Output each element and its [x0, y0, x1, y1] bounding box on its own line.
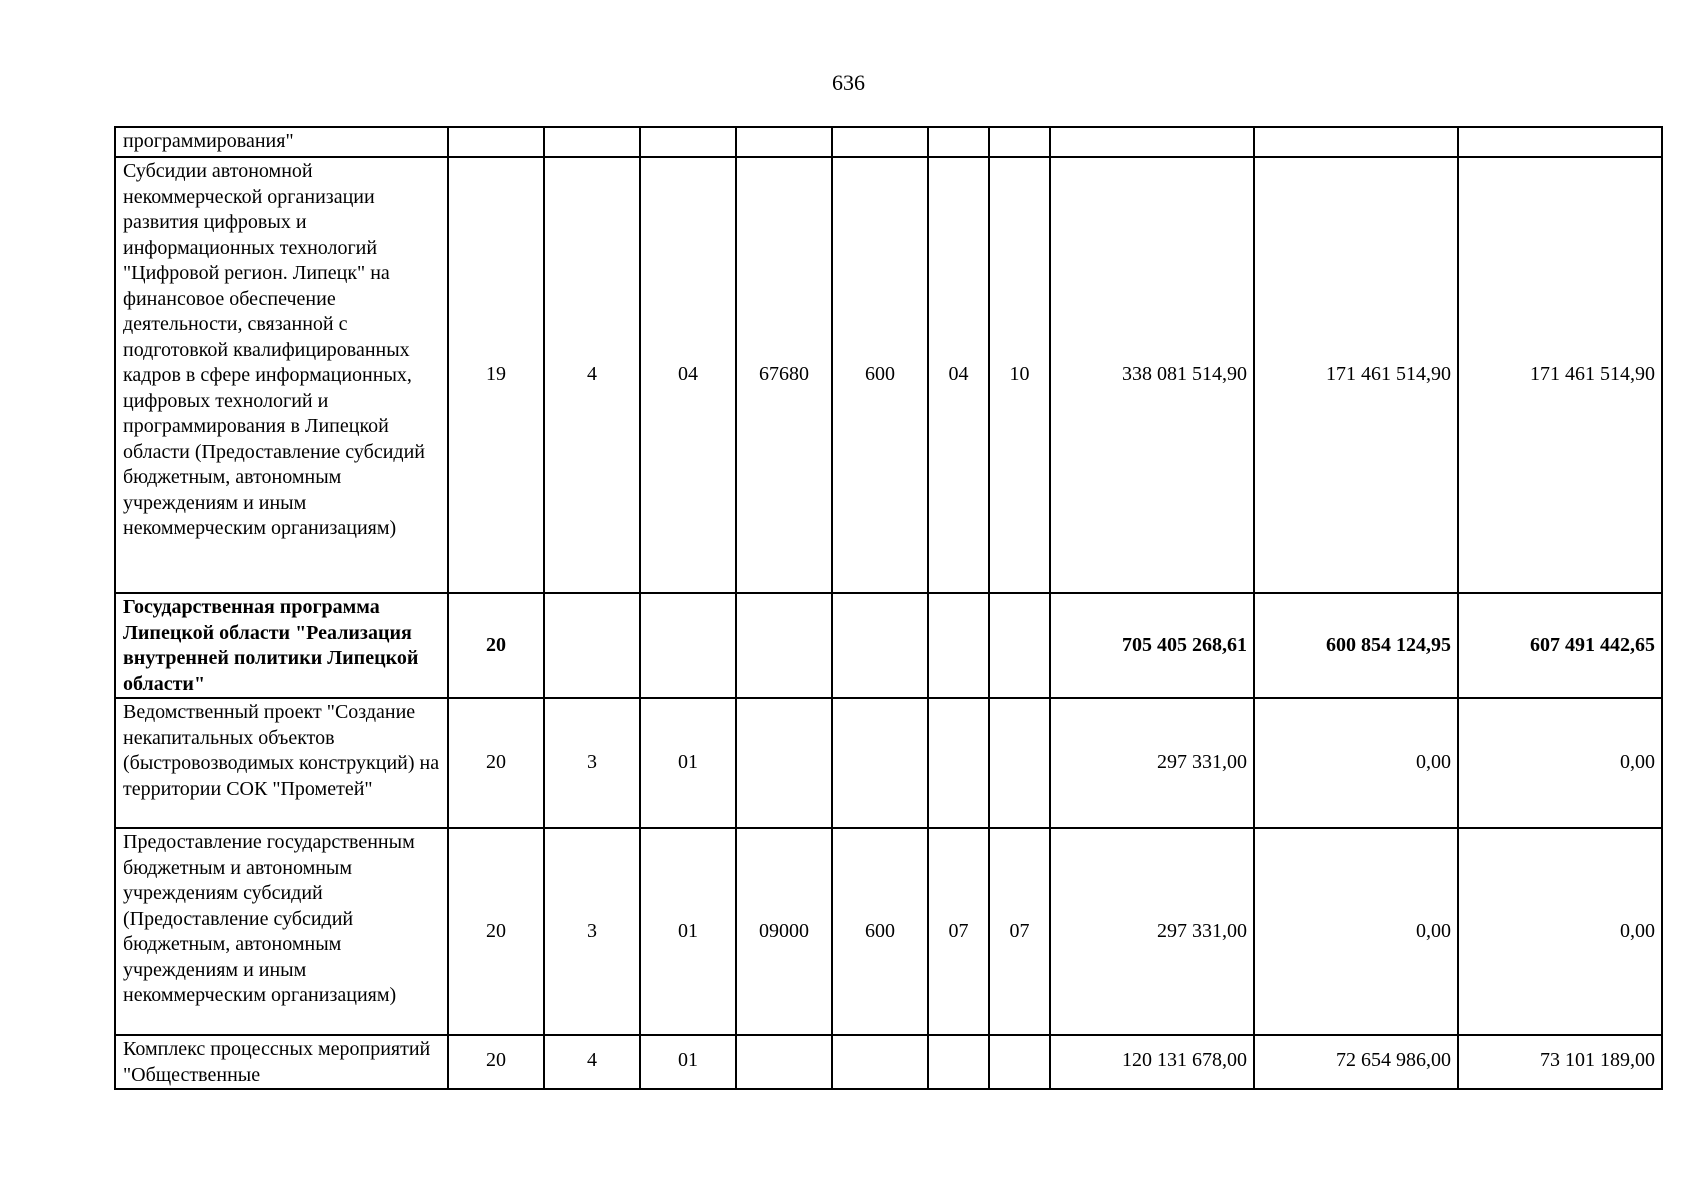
program-code-cell: 20: [448, 698, 544, 828]
table-row: [115, 1035, 1662, 1089]
amount-year1-cell: 120 131 678,00: [1050, 1035, 1254, 1089]
table-row: [115, 157, 1662, 593]
section-cell: 04: [928, 157, 989, 593]
subprogram-code-cell: [544, 593, 640, 698]
event-code-cell: [640, 593, 736, 698]
amount-year1-cell: 338 081 514,90: [1050, 157, 1254, 593]
event-code-cell: [640, 127, 736, 157]
subsection-cell: 07: [989, 828, 1050, 1035]
amount-year2-cell: 0,00: [1254, 828, 1458, 1035]
direction-code-cell: 67680: [736, 157, 832, 593]
row-name-cell: Субсидии автономной некоммерческой организации развития цифровых и информационных технологий "Цифровой регион. Липецк" на финансовое обеспечение деятельности, связанной с подготовкой квалифицированных кадров в сфере информационных, цифровых технологий и программирования в Липецкой области (Предоставление субсидий бюджетным, автономным учреждениям и иным некоммерческим организациям): [115, 157, 448, 593]
page-number: 636: [832, 70, 865, 95]
section-cell: 07: [928, 828, 989, 1035]
amount-year2-cell: 72 654 986,00: [1254, 1035, 1458, 1089]
amount-year3-cell: 0,00: [1458, 828, 1662, 1035]
program-code-cell: 20: [448, 1035, 544, 1089]
amount-year2-cell: 171 461 514,90: [1254, 157, 1458, 593]
subprogram-code-cell: 3: [544, 828, 640, 1035]
amount-year1-cell: 297 331,00: [1050, 698, 1254, 828]
expense-type-cell: [832, 698, 928, 828]
direction-code-cell: [736, 1035, 832, 1089]
amount-year3-cell: 607 491 442,65: [1458, 593, 1662, 698]
amount-year1-cell: 705 405 268,61: [1050, 593, 1254, 698]
subsection-cell: [989, 1035, 1050, 1089]
expense-type-cell: 600: [832, 828, 928, 1035]
event-code-cell: 01: [640, 1035, 736, 1089]
section-cell: [928, 698, 989, 828]
amount-year2-cell: [1254, 127, 1458, 157]
program-code-cell: 20: [448, 828, 544, 1035]
amount-year2-cell: 600 854 124,95: [1254, 593, 1458, 698]
subsection-cell: [989, 127, 1050, 157]
row-name-cell: Комплекс процессных мероприятий "Общественные: [115, 1035, 448, 1089]
subprogram-code-cell: [544, 127, 640, 157]
direction-code-cell: [736, 593, 832, 698]
amount-year3-cell: [1458, 127, 1662, 157]
expense-type-cell: 600: [832, 157, 928, 593]
direction-code-cell: [736, 698, 832, 828]
program-code-cell: [448, 127, 544, 157]
amount-year3-cell: 0,00: [1458, 698, 1662, 828]
amount-year1-cell: [1050, 127, 1254, 157]
amount-year3-cell: 73 101 189,00: [1458, 1035, 1662, 1089]
subsection-cell: 10: [989, 157, 1050, 593]
expense-type-cell: [832, 593, 928, 698]
section-cell: [928, 127, 989, 157]
table-row: [115, 828, 1662, 1035]
subprogram-code-cell: 4: [544, 157, 640, 593]
subsection-cell: [989, 698, 1050, 828]
row-name-cell: программирования": [115, 127, 448, 157]
event-code-cell: 01: [640, 828, 736, 1035]
program-code-cell: 19: [448, 157, 544, 593]
table-row: [115, 698, 1662, 828]
expense-type-cell: [832, 1035, 928, 1089]
subprogram-code-cell: 4: [544, 1035, 640, 1089]
amount-year2-cell: 0,00: [1254, 698, 1458, 828]
row-name-cell: Ведомственный проект "Создание некапитальных объектов (быстровозводимых конструкций) на территории СОК "Прометей": [115, 698, 448, 828]
row-name-cell: Государственная программа Липецкой области "Реализация внутренней политики Липецкой области": [115, 593, 448, 698]
direction-code-cell: [736, 127, 832, 157]
section-cell: [928, 593, 989, 698]
expense-type-cell: [832, 127, 928, 157]
amount-year1-cell: 297 331,00: [1050, 828, 1254, 1035]
subsection-cell: [989, 593, 1050, 698]
row-name-cell: Предоставление государственным бюджетным и автономным учреждениям субсидий (Предоставление субсидий бюджетным, автономным учреждениям и иным некоммерческим организациям): [115, 828, 448, 1035]
subprogram-code-cell: 3: [544, 698, 640, 828]
program-code-cell: 20: [448, 593, 544, 698]
table-row: [115, 593, 1662, 698]
event-code-cell: 04: [640, 157, 736, 593]
amount-year3-cell: 171 461 514,90: [1458, 157, 1662, 593]
budget-table: [114, 126, 1663, 1090]
event-code-cell: 01: [640, 698, 736, 828]
table-row: [115, 127, 1662, 157]
section-cell: [928, 1035, 989, 1089]
direction-code-cell: 09000: [736, 828, 832, 1035]
